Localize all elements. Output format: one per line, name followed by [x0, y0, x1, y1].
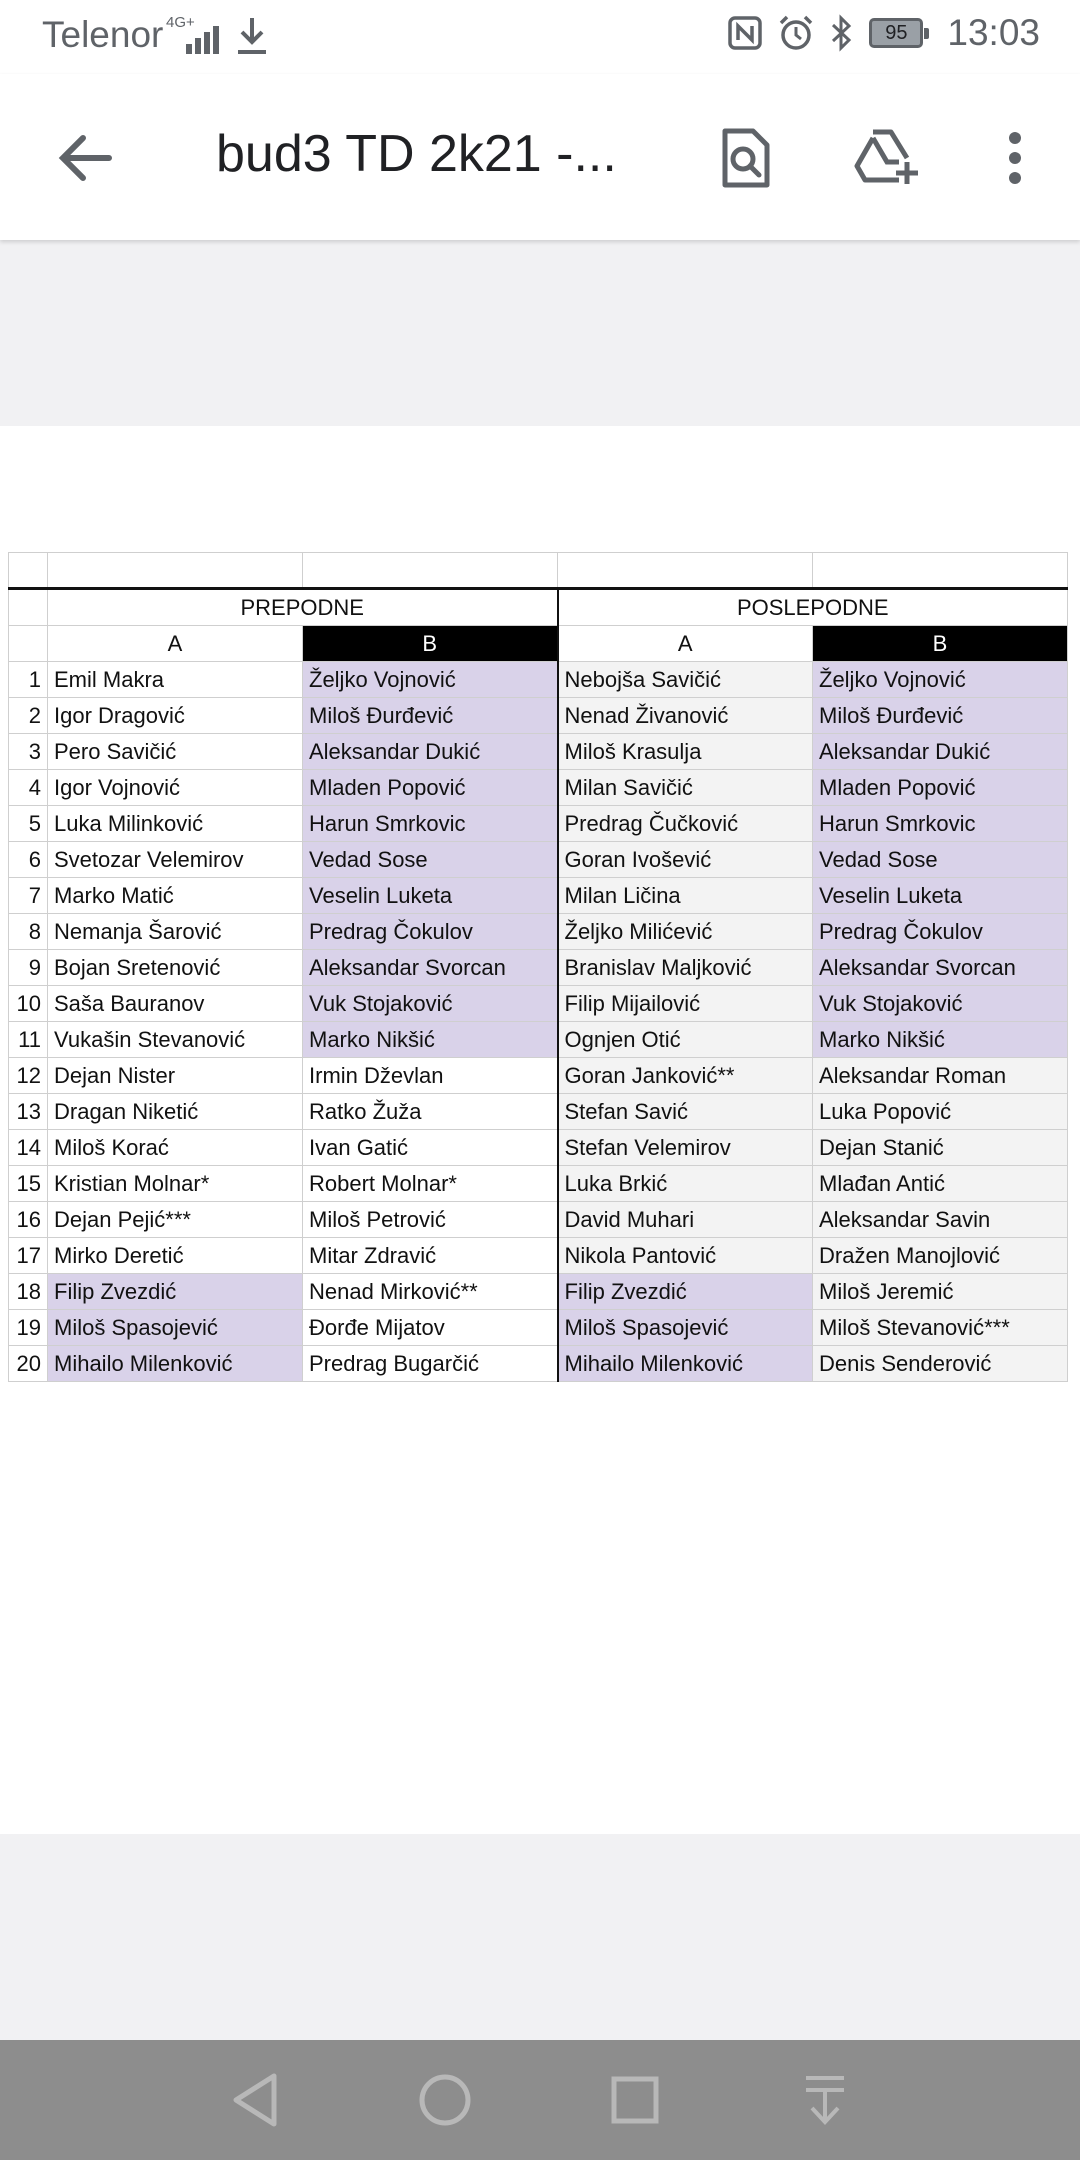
- status-icons: [727, 12, 1040, 54]
- table-cell[interactable]: Dejan Pejić***: [48, 1202, 303, 1238]
- table-cell[interactable]: Svetozar Velemirov: [48, 842, 303, 878]
- table-row: [9, 662, 1068, 698]
- table-cell[interactable]: Milan Savičić: [558, 770, 813, 806]
- table-row: [9, 1346, 1068, 1382]
- table-cell[interactable]: Milan Ličina: [558, 878, 813, 914]
- document-page: [0, 426, 1080, 1834]
- table-cell[interactable]: Igor Vojnović: [48, 770, 303, 806]
- row-number: 19: [9, 1310, 48, 1346]
- app-bar: [0, 74, 1080, 240]
- table-row: [9, 950, 1068, 986]
- table-cell[interactable]: Aleksandar Savin: [813, 1202, 1068, 1238]
- table-row: [9, 1166, 1068, 1202]
- table-cell[interactable]: Vedad Sose: [303, 842, 558, 878]
- table-row: [9, 914, 1068, 950]
- table-cell[interactable]: Luka Brkić: [558, 1166, 813, 1202]
- row-number: 16: [9, 1202, 48, 1238]
- row-number: 4: [9, 770, 48, 806]
- bluetooth-icon: [829, 14, 855, 52]
- row-number: 11: [9, 1022, 48, 1058]
- table-cell[interactable]: Nemanja Šarović: [48, 914, 303, 950]
- table-cell[interactable]: Mihailo Milenković: [48, 1346, 303, 1382]
- more-options-button[interactable]: [990, 118, 1040, 198]
- table-cell[interactable]: Vedad Sose: [813, 842, 1068, 878]
- triangle-back-icon: [230, 2072, 280, 2128]
- table-cell[interactable]: Dejan Nister: [48, 1058, 303, 1094]
- table-cell[interactable]: Filip Zvezdić: [558, 1274, 813, 1310]
- document-title: bud3 TD 2k21 -...: [216, 125, 617, 183]
- row-number: 5: [9, 806, 48, 842]
- table-cell[interactable]: Mladen Popović: [303, 770, 558, 806]
- download-icon: [234, 14, 270, 58]
- table-cell[interactable]: Mitar Zdravić: [303, 1238, 558, 1274]
- table-row: [9, 698, 1068, 734]
- table-cell[interactable]: Predrag Bugarčić: [303, 1346, 558, 1382]
- table-cell[interactable]: Nenad Mirković**: [303, 1274, 558, 1310]
- table-cell[interactable]: Robert Molnar*: [303, 1166, 558, 1202]
- row-number: 18: [9, 1274, 48, 1310]
- row-number: 10: [9, 986, 48, 1022]
- table-cell[interactable]: Emil Makra: [48, 662, 303, 698]
- table-cell[interactable]: Vuk Stojaković: [303, 986, 558, 1022]
- table-cell[interactable]: Aleksandar Svorcan: [303, 950, 558, 986]
- table-cell[interactable]: Filip Mijailović: [558, 986, 813, 1022]
- table-cell[interactable]: Mihailo Milenković: [558, 1346, 813, 1382]
- table-cell[interactable]: Miloš Stevanović***: [813, 1310, 1068, 1346]
- table-cell[interactable]: Dragan Niketić: [48, 1094, 303, 1130]
- table-cell[interactable]: Željko Milićević: [558, 914, 813, 950]
- row-number: 8: [9, 914, 48, 950]
- sub-header-row: [9, 626, 1068, 662]
- table-cell[interactable]: Ratko Žuža: [303, 1094, 558, 1130]
- table-cell[interactable]: Vukašin Stevanović: [48, 1022, 303, 1058]
- row-number: 1: [9, 662, 48, 698]
- table-cell[interactable]: Marko Nikšić: [303, 1022, 558, 1058]
- cell: [9, 589, 48, 626]
- row-number: 9: [9, 950, 48, 986]
- more-vert-icon: [1007, 130, 1023, 186]
- table-cell[interactable]: Vuk Stojaković: [813, 986, 1068, 1022]
- table-cell[interactable]: Saša Bauranov: [48, 986, 303, 1022]
- table-cell[interactable]: Miloš Jeremić: [813, 1274, 1068, 1310]
- table-cell[interactable]: Kristian Molnar*: [48, 1166, 303, 1202]
- cell: [48, 553, 303, 589]
- table-cell[interactable]: Dejan Stanić: [813, 1130, 1068, 1166]
- cell: [303, 553, 558, 589]
- group-header-prepodne: PREPODNE: [48, 589, 558, 626]
- table-cell[interactable]: David Muhari: [558, 1202, 813, 1238]
- table-row: [9, 806, 1068, 842]
- table-cell[interactable]: Ognjen Otić: [558, 1022, 813, 1058]
- carrier-name: Telenor: [42, 14, 164, 55]
- table-cell[interactable]: Luka Popović: [813, 1094, 1068, 1130]
- table-cell[interactable]: Harun Smrkovic: [813, 806, 1068, 842]
- table-cell[interactable]: Stefan Savić: [558, 1094, 813, 1130]
- table-cell[interactable]: Pero Savičić: [48, 734, 303, 770]
- table-row: [9, 1274, 1068, 1310]
- table-row: [9, 1202, 1068, 1238]
- cell: [558, 553, 813, 589]
- table-row: [9, 878, 1068, 914]
- table-cell[interactable]: Predrag Čokulov: [813, 914, 1068, 950]
- table-cell[interactable]: Bojan Sretenović: [48, 950, 303, 986]
- pull-down-icon: [800, 2072, 850, 2128]
- clock: 13:03: [947, 12, 1040, 53]
- row-number: 15: [9, 1166, 48, 1202]
- row-number: 2: [9, 698, 48, 734]
- alarm-icon: [777, 14, 815, 52]
- table-cell[interactable]: Goran Janković**: [558, 1058, 813, 1094]
- drive-add-icon: [853, 128, 921, 188]
- table-row: [9, 986, 1068, 1022]
- group-header-poslepodne: POSLEPODNE: [558, 589, 1068, 626]
- system-nav-bar: [0, 2040, 1080, 2160]
- table-cell[interactable]: Aleksandar Roman: [813, 1058, 1068, 1094]
- row-number: 12: [9, 1058, 48, 1094]
- table-cell[interactable]: Miloš Spasojević: [48, 1310, 303, 1346]
- sub-header: A: [558, 626, 813, 662]
- table-cell[interactable]: Miloš Krasulja: [558, 734, 813, 770]
- signal-icon: [164, 16, 228, 56]
- group-header-row: [9, 589, 1068, 626]
- nav-notifications-button[interactable]: [790, 2065, 860, 2135]
- document-search-icon: [719, 127, 771, 189]
- row-number: 3: [9, 734, 48, 770]
- table-cell[interactable]: Luka Milinković: [48, 806, 303, 842]
- table-cell[interactable]: Miloš Đurđević: [303, 698, 558, 734]
- square-recent-icon: [610, 2075, 660, 2125]
- nav-recent-button[interactable]: [600, 2065, 670, 2135]
- row-number: 6: [9, 842, 48, 878]
- table-row: [9, 1022, 1068, 1058]
- blank-row: [9, 553, 1068, 589]
- battery-level: 95: [885, 21, 908, 44]
- table-cell[interactable]: Nenad Živanović: [558, 698, 813, 734]
- nav-back-button[interactable]: [220, 2065, 290, 2135]
- table-row: [9, 1094, 1068, 1130]
- table-cell[interactable]: Miloš Đurđević: [813, 698, 1068, 734]
- table-cell[interactable]: Marko Matić: [48, 878, 303, 914]
- preview-button[interactable]: [700, 118, 790, 198]
- nav-home-button[interactable]: [410, 2065, 480, 2135]
- table-cell[interactable]: Miloš Petrović: [303, 1202, 558, 1238]
- sub-header: B: [303, 626, 558, 662]
- nfc-icon: [727, 15, 763, 51]
- table-cell[interactable]: Marko Nikšić: [813, 1022, 1068, 1058]
- circle-home-icon: [417, 2072, 473, 2128]
- row-number: 13: [9, 1094, 48, 1130]
- table-row: [9, 1238, 1068, 1274]
- table-cell[interactable]: Goran Ivošević: [558, 842, 813, 878]
- table-cell[interactable]: Mladen Popović: [813, 770, 1068, 806]
- network-type: 4G+: [166, 14, 195, 31]
- table-cell[interactable]: Nikola Pantović: [558, 1238, 813, 1274]
- table-cell[interactable]: Aleksandar Svorcan: [813, 950, 1068, 986]
- table-row: [9, 1130, 1068, 1166]
- table-cell[interactable]: Predrag Čokulov: [303, 914, 558, 950]
- table-cell[interactable]: Miloš Korać: [48, 1130, 303, 1166]
- sub-header: A: [48, 626, 303, 662]
- cell: [9, 626, 48, 662]
- table-cell[interactable]: Željko Vojnović: [813, 662, 1068, 698]
- table-cell[interactable]: Dražen Manojlović: [813, 1238, 1068, 1274]
- table-cell[interactable]: Đorđe Mijatov: [303, 1310, 558, 1346]
- table-cell[interactable]: Harun Smrkovic: [303, 806, 558, 842]
- table-cell[interactable]: Aleksandar Dukić: [303, 734, 558, 770]
- status-bar: [0, 0, 1080, 74]
- table-cell[interactable]: Miloš Spasojević: [558, 1310, 813, 1346]
- table-cell[interactable]: Stefan Velemirov: [558, 1130, 813, 1166]
- arrow-left-icon: [57, 133, 113, 183]
- cell: [813, 553, 1068, 589]
- table-cell[interactable]: Nebojša Savičić: [558, 662, 813, 698]
- spreadsheet-table: [8, 552, 1068, 1382]
- table-cell[interactable]: Ivan Gatić: [303, 1130, 558, 1166]
- back-button[interactable]: [40, 118, 130, 198]
- table-cell[interactable]: Denis Senderović: [813, 1346, 1068, 1382]
- table-cell[interactable]: Aleksandar Dukić: [813, 734, 1068, 770]
- table-cell[interactable]: Mlađan Antić: [813, 1166, 1068, 1202]
- sub-header: B: [813, 626, 1068, 662]
- table-row: [9, 842, 1068, 878]
- table-cell[interactable]: Željko Vojnović: [303, 662, 558, 698]
- battery-icon: [869, 18, 923, 48]
- add-to-drive-button[interactable]: [842, 118, 932, 198]
- row-number: 14: [9, 1130, 48, 1166]
- table-cell[interactable]: Igor Dragović: [48, 698, 303, 734]
- table-row: [9, 1058, 1068, 1094]
- table-row: [9, 770, 1068, 806]
- table-cell[interactable]: Irmin Dževlan: [303, 1058, 558, 1094]
- table-row: [9, 734, 1068, 770]
- cell: [9, 553, 48, 589]
- table-row: [9, 1310, 1068, 1346]
- row-number: 20: [9, 1346, 48, 1382]
- table-cell[interactable]: Mirko Deretić: [48, 1238, 303, 1274]
- row-number: 7: [9, 878, 48, 914]
- row-number: 17: [9, 1238, 48, 1274]
- table-cell[interactable]: Branislav Maljković: [558, 950, 813, 986]
- table-cell[interactable]: Filip Zvezdić: [48, 1274, 303, 1310]
- table-cell[interactable]: Veselin Luketa: [813, 878, 1068, 914]
- table-cell[interactable]: Predrag Čučković: [558, 806, 813, 842]
- table-cell[interactable]: Veselin Luketa: [303, 878, 558, 914]
